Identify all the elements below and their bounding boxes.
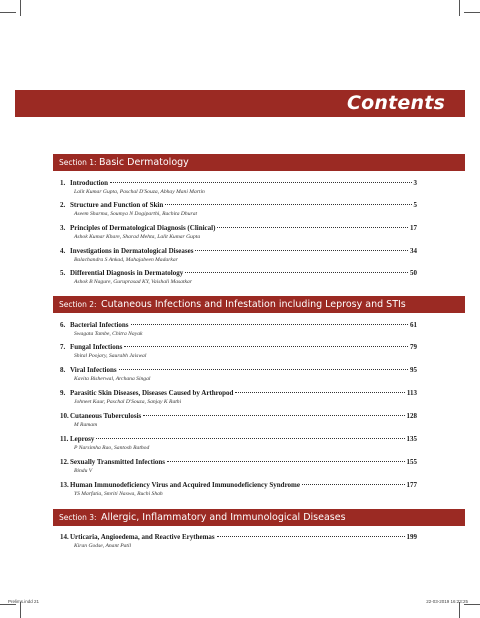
entry-authors: Balachandra S Ankad, Mahajabeen Madarkar xyxy=(74,257,178,263)
entry-title[interactable]: Principles of Dermatological Diagnosis (Clinical) xyxy=(70,224,216,232)
entry-number: 9. xyxy=(60,389,66,397)
toc-entry[interactable] xyxy=(60,247,417,264)
entry-title[interactable]: Investigations in Dermatological Diseases xyxy=(70,247,194,255)
crop-mark xyxy=(20,0,21,16)
entry-number: 7. xyxy=(60,343,66,351)
entry-page: 177 xyxy=(406,481,417,489)
entry-authors: YS Marfatia, Smriti Naswa, Ruchi Shah xyxy=(74,491,163,497)
entry-page: 17 xyxy=(410,224,417,232)
leader-dots xyxy=(167,461,404,462)
entry-number: 12. xyxy=(60,458,69,466)
entry-number: 14. xyxy=(60,533,69,541)
entry-number: 1. xyxy=(60,179,66,187)
entry-title[interactable]: Introduction xyxy=(70,179,108,187)
toc-entry[interactable] xyxy=(60,389,417,406)
entry-number: 4. xyxy=(60,247,66,255)
leader-dots xyxy=(302,484,405,485)
entry-authors: Swagata Tambe, Chitra Nayak xyxy=(74,331,143,337)
contents-banner xyxy=(15,90,465,117)
entry-title[interactable]: Fungal Infections xyxy=(70,343,123,351)
entry-title[interactable]: Parasitic Skin Diseases, Diseases Caused by Arthropod xyxy=(70,389,234,397)
entry-page: 155 xyxy=(406,458,417,466)
entry-page: 3 xyxy=(413,179,417,187)
entry-authors: Ashok Kumar Khare, Sharad Mehta, Lalit Kumar Gupta xyxy=(74,234,201,240)
entry-page: 95 xyxy=(410,366,417,374)
entry-authors: Johneet Kaur, Paschal D'Souza, Sanjay K Rathi xyxy=(74,399,182,405)
leader-dots xyxy=(143,415,404,416)
leader-dots xyxy=(110,182,412,183)
entry-number: 5. xyxy=(60,269,66,277)
entry-page: 128 xyxy=(406,412,417,420)
toc-entry[interactable] xyxy=(60,435,417,452)
entry-authors: Kiran Godse, Anant Patil xyxy=(74,543,132,549)
leader-dots xyxy=(217,227,408,228)
entry-page: 79 xyxy=(410,343,417,351)
entry-title[interactable]: Viral Infections xyxy=(70,366,117,374)
section-label: Section 1: xyxy=(59,158,97,167)
toc-entry[interactable] xyxy=(60,201,417,218)
entry-title[interactable]: Sexually Transmitted Infections xyxy=(70,458,166,466)
entry-number: 11. xyxy=(60,435,69,443)
section-header xyxy=(53,296,465,313)
entry-authors: Shital Poojary, Saurabh Jaiswal xyxy=(74,353,147,359)
toc-entry[interactable] xyxy=(60,533,417,550)
entry-number: 13. xyxy=(60,481,69,489)
toc-entry[interactable] xyxy=(60,179,417,196)
entry-authors: P Narsimha Rao, Santosh Rathod xyxy=(74,445,150,451)
entry-title[interactable]: Differential Diagnosis in Dermatology xyxy=(70,269,184,277)
entry-authors: Lalit Kumar Gupta, Paschal D'Souza, Abhay Mani Martin xyxy=(74,189,205,195)
crop-mark xyxy=(459,602,460,618)
entry-number: 2. xyxy=(60,201,66,209)
entry-title[interactable]: Urticaria, Angioedema, and Reactive Erythemas xyxy=(70,533,215,541)
leader-dots xyxy=(195,250,408,251)
leader-dots xyxy=(235,392,404,393)
entry-page: 61 xyxy=(410,321,417,329)
entry-number: 6. xyxy=(60,321,66,329)
crop-mark xyxy=(20,602,21,618)
crop-mark xyxy=(0,604,16,605)
entry-title[interactable]: Human Immunodeficiency Virus and Acquired Immunodeficiency Syndrome xyxy=(70,481,300,489)
toc-entry[interactable] xyxy=(60,321,417,338)
entry-page: 113 xyxy=(406,389,417,397)
footer-timestamp: 22-03-2019 16:23:25 xyxy=(426,599,468,604)
entry-page: 199 xyxy=(406,533,417,541)
leader-dots xyxy=(124,346,408,347)
section-header xyxy=(53,509,465,526)
entry-number: 8. xyxy=(60,366,66,374)
toc-entry[interactable] xyxy=(60,224,417,241)
entry-title[interactable]: Cutaneous Tuberculosis xyxy=(70,412,142,420)
section-title: Allergic, Inflammatory and Immunological Diseases xyxy=(101,512,346,523)
entry-title[interactable]: Leprosy xyxy=(70,435,95,443)
entry-authors: Kavita Bisherwal, Archana Singal xyxy=(74,376,151,382)
entry-page: 135 xyxy=(406,435,417,443)
toc-entry[interactable] xyxy=(60,481,417,498)
toc-entry[interactable] xyxy=(60,366,417,383)
entry-page: 34 xyxy=(410,247,417,255)
crop-mark xyxy=(464,12,480,13)
toc-entry[interactable] xyxy=(60,269,417,286)
entry-page: 50 xyxy=(410,269,417,277)
leader-dots xyxy=(119,369,408,370)
section-label: Section 2: xyxy=(59,300,97,309)
entry-authors: M Ramam xyxy=(74,422,98,428)
entry-authors: Ashok B Nagure, Guruprasad KY, Vaishali Masatkar xyxy=(74,279,192,285)
entry-title[interactable]: Structure and Function of Skin xyxy=(70,201,164,209)
crop-mark xyxy=(464,604,480,605)
crop-mark xyxy=(0,12,16,13)
leader-dots xyxy=(217,536,405,537)
section-label: Section 3: xyxy=(59,513,97,522)
footer-filename: Prelims.indd 21 xyxy=(8,599,40,604)
leader-dots xyxy=(131,324,408,325)
entry-number: 10. xyxy=(60,412,69,420)
entry-number: 3. xyxy=(60,224,66,232)
toc-entry[interactable] xyxy=(60,458,417,475)
entry-title[interactable]: Bacterial Infections xyxy=(70,321,129,329)
section-header xyxy=(53,154,465,171)
toc-entry[interactable] xyxy=(60,343,417,360)
page-title: Contents xyxy=(346,92,445,114)
entry-page: 5 xyxy=(413,201,417,209)
entry-authors: Aseem Sharma, Soumya N Dogiparthi, Rachita Dhurat xyxy=(74,211,198,217)
toc-entry[interactable] xyxy=(60,412,417,429)
leader-dots xyxy=(165,204,411,205)
leader-dots xyxy=(185,272,408,273)
section-title: Basic Dermatology xyxy=(99,157,189,168)
leader-dots xyxy=(96,438,404,439)
entry-authors: Bindu V xyxy=(74,468,93,474)
crop-mark xyxy=(459,0,460,16)
section-title: Cutaneous Infections and Infestation including Leprosy and STIs xyxy=(101,299,406,310)
